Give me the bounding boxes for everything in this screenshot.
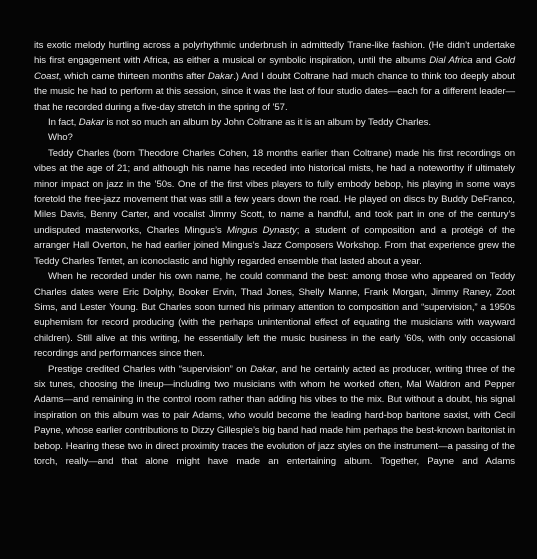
text-segment: Teddy Charles (born Theodore Charles Cohen, 18 months earlier than Coltrane) made his first recordings on vibes at the age of 21; and although his name has receded into historical mists, he had a noteworthy if ultimately minor impact on jazz in the ’50s. One of the first vibes players to fully embody bebop, his playing in some ways foretold the free-jazz movement that was still a few years down the road. He played on discs by Buddy DeFranco, Miles Davis, Benny Carter, and vocalist Jimmy Scott, to name a handful, and took part in one of the century’s undisputed masterworks, Charles Mingus’s xyxy=(34,147,515,236)
paragraph-3 xyxy=(34,130,515,145)
album-title: Dial Africa xyxy=(429,55,473,67)
paragraph-5 xyxy=(34,269,515,361)
text-segment: When he recorded under his own name, he could command the best: among those who appeared on Teddy Charles dates were Eric Dolphy, Booker Ervin, Thad Jones, Shelly Manne, Frank Morgan, Jimmy Raney, Zoot Sims, and Lester Young. But Charles soon turned his primary attention to composition and “supervision,” a 1950s euphemism for record producing (with the perhaps unintentional effect of equating the musicians with wayward children). Still alive at this writing, he essentially left the music business in the early ’60s, with only occasional recordings and performances since then. xyxy=(34,271,515,360)
text-segment: ; a student of composition and a protégé of the arranger Hall Overton, he had earlier joined Mingus’s Jazz Composers Workshop. From that experience grew the Teddy Charles Tentet, an iconoclastic and highly regarded ensemble that lasted about a year. xyxy=(34,224,515,267)
album-title: Dakar xyxy=(250,363,276,375)
text-segment: .) And I doubt Coltrane had much chance to think too deeply about the music he had to perform at this session, since it was the last of four studio dates—each for a different leader—that he recorded during a five-day stretch in the spring of ’57. xyxy=(34,70,515,113)
text-segment: , which came thirteen months after xyxy=(58,70,208,82)
text-segment: and xyxy=(472,55,496,67)
text-segment: In fact, xyxy=(48,117,79,129)
paragraph-6 xyxy=(34,362,515,470)
album-title: Dakar xyxy=(207,70,234,82)
album-title: Gold Coast xyxy=(34,55,515,82)
text-segment: , and he certainly acted as producer, writing three of the six tunes, choosing the lineup—including two musicians with whom he worked often, Mal Waldron and Pepper Adams—and remaining in the control room rather than adding his vibes to the mix. But without a doubt, his signal inspiration on this album was to pair Adams, who would become the leading hard-bop baritone saxist, with Cecil Payne, whose earlier contributions to Dizzy Gillespie’s big band had made him perhaps the best-known baritonist in bebop. Hearing these two in direct proximity traces the evolution of jazz styles on the instrument—a passing of the torch, really—and that alone might have made an entertaining album. Together, Payne and Adams xyxy=(34,363,515,467)
text-segment: Prestige credited Charles with “supervision” on xyxy=(48,363,251,375)
album-title: Mingus Dynasty xyxy=(226,224,297,236)
album-title: Dakar xyxy=(78,117,104,129)
text-segment: Who? xyxy=(48,132,73,144)
text-segment: its exotic melody hurtling across a polyrhythmic underbrush in admittedly Trane-like fashion. (He didn’t undertake his first engagement with Africa, as either a musical or symbolic inspiration, until the albums xyxy=(34,40,515,67)
paragraph-2 xyxy=(34,115,515,130)
paragraph-4 xyxy=(34,146,515,269)
text-segment: is not so much an album by John Coltrane as it is an album by Teddy Charles. xyxy=(103,117,431,129)
paragraph-1 xyxy=(34,38,515,115)
